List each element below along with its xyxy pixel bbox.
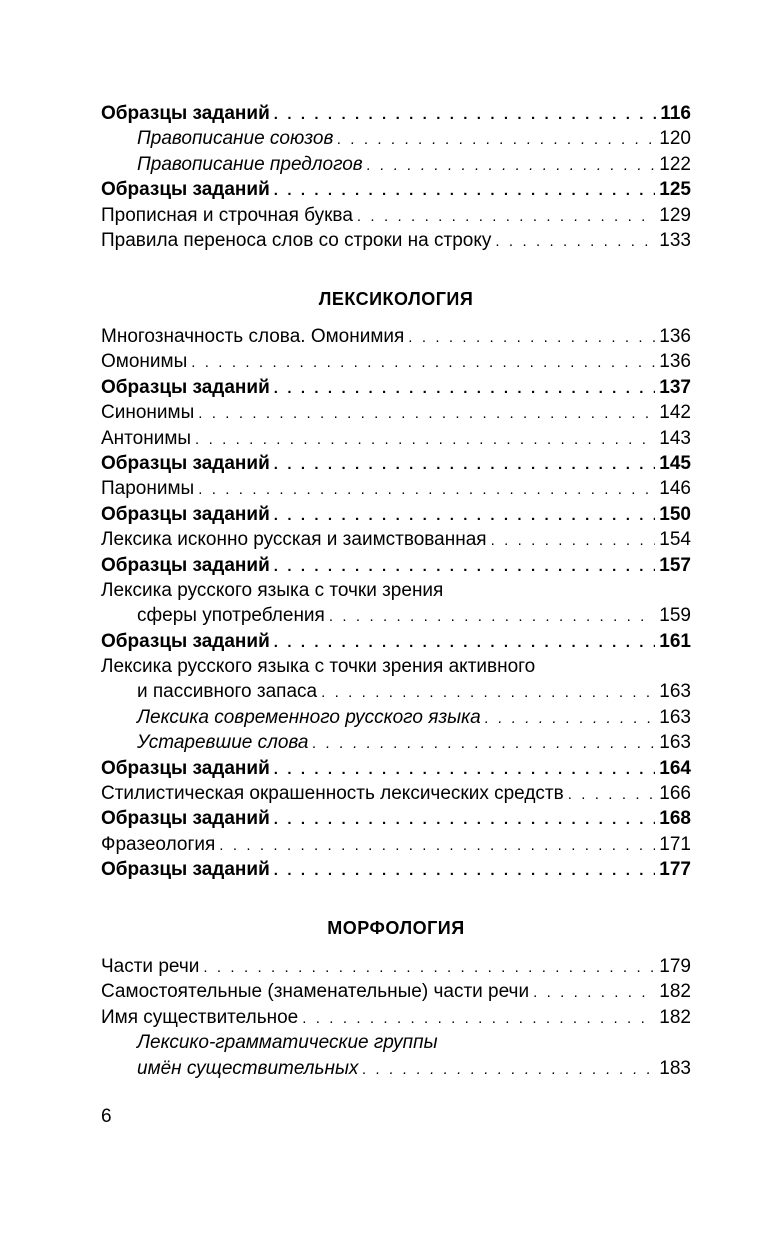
entry-title: Образцы заданий <box>101 859 270 881</box>
entry-page: 120 <box>659 128 691 150</box>
entry-page: 145 <box>659 452 691 474</box>
entry-title: Правописание союзов <box>137 128 334 150</box>
dot-leader <box>198 477 655 501</box>
entry-title: Правила переноса слов со строки на строку <box>101 229 492 251</box>
toc-entry-first-line: Лексика русского языка с точки зрения <box>101 579 444 601</box>
entry-title: Образцы заданий <box>101 554 270 576</box>
dot-leader <box>274 630 656 654</box>
entry-page: 142 <box>659 402 691 424</box>
entry-title: Образцы заданий <box>101 103 270 124</box>
entry-title: Многозначность слова. Омонимия <box>101 326 405 347</box>
entry-title: Образцы заданий <box>101 452 270 474</box>
entry-page: 182 <box>659 981 691 1003</box>
entry-page: 171 <box>659 833 691 855</box>
entry-page: 150 <box>659 503 691 525</box>
dot-leader <box>219 833 655 857</box>
dot-leader <box>568 782 656 806</box>
entry-title: Лексика современного русского языка <box>137 706 481 728</box>
toc-entry <box>101 101 691 126</box>
entry-page: 143 <box>659 427 691 449</box>
toc-section-lexicology <box>101 324 691 883</box>
entry-page: 179 <box>659 956 691 977</box>
toc-entry <box>101 756 691 781</box>
entry-page: 133 <box>659 229 691 251</box>
dot-leader <box>533 980 655 1004</box>
entry-page: 159 <box>659 605 691 627</box>
entry-title: Паронимы <box>101 478 195 500</box>
entry-page: 116 <box>660 103 691 124</box>
entry-page: 154 <box>659 529 691 551</box>
entry-title: Правописание предлогов <box>137 153 363 175</box>
toc-entry <box>101 553 691 578</box>
entry-page: 164 <box>659 757 691 779</box>
toc-entry <box>101 629 691 654</box>
dot-leader <box>337 127 655 151</box>
entry-page: 168 <box>659 808 691 830</box>
dot-leader <box>302 1006 655 1030</box>
toc-entry <box>101 1005 691 1030</box>
toc-entry <box>101 603 691 628</box>
entry-title: Антонимы <box>101 427 192 449</box>
dot-leader <box>321 680 655 704</box>
section-heading-lexicology: ЛЕКСИКОЛОГИЯ <box>318 289 474 309</box>
toc-entry <box>101 126 691 151</box>
dot-leader <box>485 706 656 730</box>
toc-entry-first-line: Лексико-грамматические группы <box>137 1032 438 1054</box>
dot-leader <box>408 325 655 349</box>
entry-page: 163 <box>659 732 691 754</box>
entry-title: Образцы заданий <box>101 630 270 652</box>
entry-page: 166 <box>659 783 691 805</box>
toc-entry <box>101 400 691 425</box>
dot-leader <box>491 528 656 552</box>
entry-title: Фразеология <box>101 833 216 855</box>
entry-page: 136 <box>659 326 691 347</box>
toc-entry <box>101 228 691 253</box>
toc-entry <box>101 203 691 228</box>
dot-leader <box>274 102 657 126</box>
entry-title: Лексика исконно русская и заимствованная <box>101 529 487 551</box>
toc-entry <box>101 451 691 476</box>
entry-title: Части речи <box>101 956 200 977</box>
entry-page: 122 <box>659 153 691 175</box>
toc-entry <box>101 806 691 831</box>
dot-leader <box>198 401 655 425</box>
toc-section-spelling <box>101 101 691 253</box>
entry-title: Самостоятельные (знаменательные) части речи <box>101 981 530 1003</box>
dot-leader <box>274 757 656 781</box>
dot-leader <box>329 604 655 628</box>
section-heading-morphology: МОРФОЛОГИЯ <box>327 918 465 938</box>
toc-section-morphology <box>101 954 691 1081</box>
toc-entry <box>101 375 691 400</box>
toc-entry <box>101 730 691 755</box>
entry-title: Образцы заданий <box>101 376 270 398</box>
dot-leader <box>195 427 655 451</box>
entry-title-continuation: сферы употребления <box>137 605 325 627</box>
dot-leader <box>203 955 655 979</box>
toc-entry <box>101 679 691 704</box>
entry-page: 163 <box>659 706 691 728</box>
toc-entry <box>101 476 691 501</box>
entry-title: Образцы заданий <box>101 179 270 201</box>
entry-page: 182 <box>659 1006 691 1028</box>
entry-title: Образцы заданий <box>101 503 270 525</box>
page-number: 6 <box>101 1106 112 1127</box>
entry-title: Имя существительное <box>101 1006 299 1028</box>
toc-entry-first-line: Лексика русского языка с точки зрения активного <box>101 656 536 678</box>
toc-entry <box>101 857 691 882</box>
dot-leader <box>495 229 655 253</box>
entry-title: Стилистическая окрашенность лексических средств <box>101 783 564 805</box>
entry-page: 129 <box>659 204 691 226</box>
toc-entry <box>101 502 691 527</box>
dot-leader <box>274 452 656 476</box>
entry-page: 161 <box>659 630 691 652</box>
dot-leader <box>357 204 655 228</box>
dot-leader <box>313 731 656 755</box>
entry-page: 163 <box>659 681 691 703</box>
toc-entry <box>101 426 691 451</box>
toc-entry <box>101 705 691 730</box>
dot-leader <box>274 503 656 527</box>
entry-page: 177 <box>659 859 691 881</box>
entry-title: Синонимы <box>101 402 195 424</box>
toc-entry <box>101 177 691 202</box>
toc-entry <box>101 324 691 349</box>
entry-page: 137 <box>659 376 691 398</box>
toc-entry <box>101 349 691 374</box>
toc-entry <box>101 1056 691 1081</box>
entry-title: Образцы заданий <box>101 808 270 830</box>
toc-entry <box>101 979 691 1004</box>
dot-leader <box>274 376 656 400</box>
entry-title-continuation: имён существительных <box>137 1057 359 1079</box>
toc-entry <box>101 527 691 552</box>
dot-leader <box>191 350 655 374</box>
toc-entry <box>101 832 691 857</box>
entry-title: Устаревшие слова <box>137 732 309 754</box>
entry-title-continuation: и пассивного запаса <box>137 681 318 703</box>
toc-entry <box>101 781 691 806</box>
toc-entry <box>101 954 691 979</box>
entry-page: 125 <box>659 179 691 201</box>
entry-page: 157 <box>659 554 691 576</box>
dot-leader <box>367 153 656 177</box>
entry-page: 183 <box>659 1057 691 1079</box>
entry-title: Образцы заданий <box>101 757 270 779</box>
entry-page: 146 <box>659 478 691 500</box>
dot-leader <box>274 858 656 882</box>
toc-entry <box>101 152 691 177</box>
entry-page: 136 <box>659 351 691 373</box>
dot-leader <box>362 1057 655 1081</box>
dot-leader <box>274 554 656 578</box>
entry-title: Прописная и строчная буква <box>101 204 353 226</box>
dot-leader <box>274 178 656 202</box>
entry-title: Омонимы <box>101 351 188 373</box>
dot-leader <box>274 807 656 831</box>
